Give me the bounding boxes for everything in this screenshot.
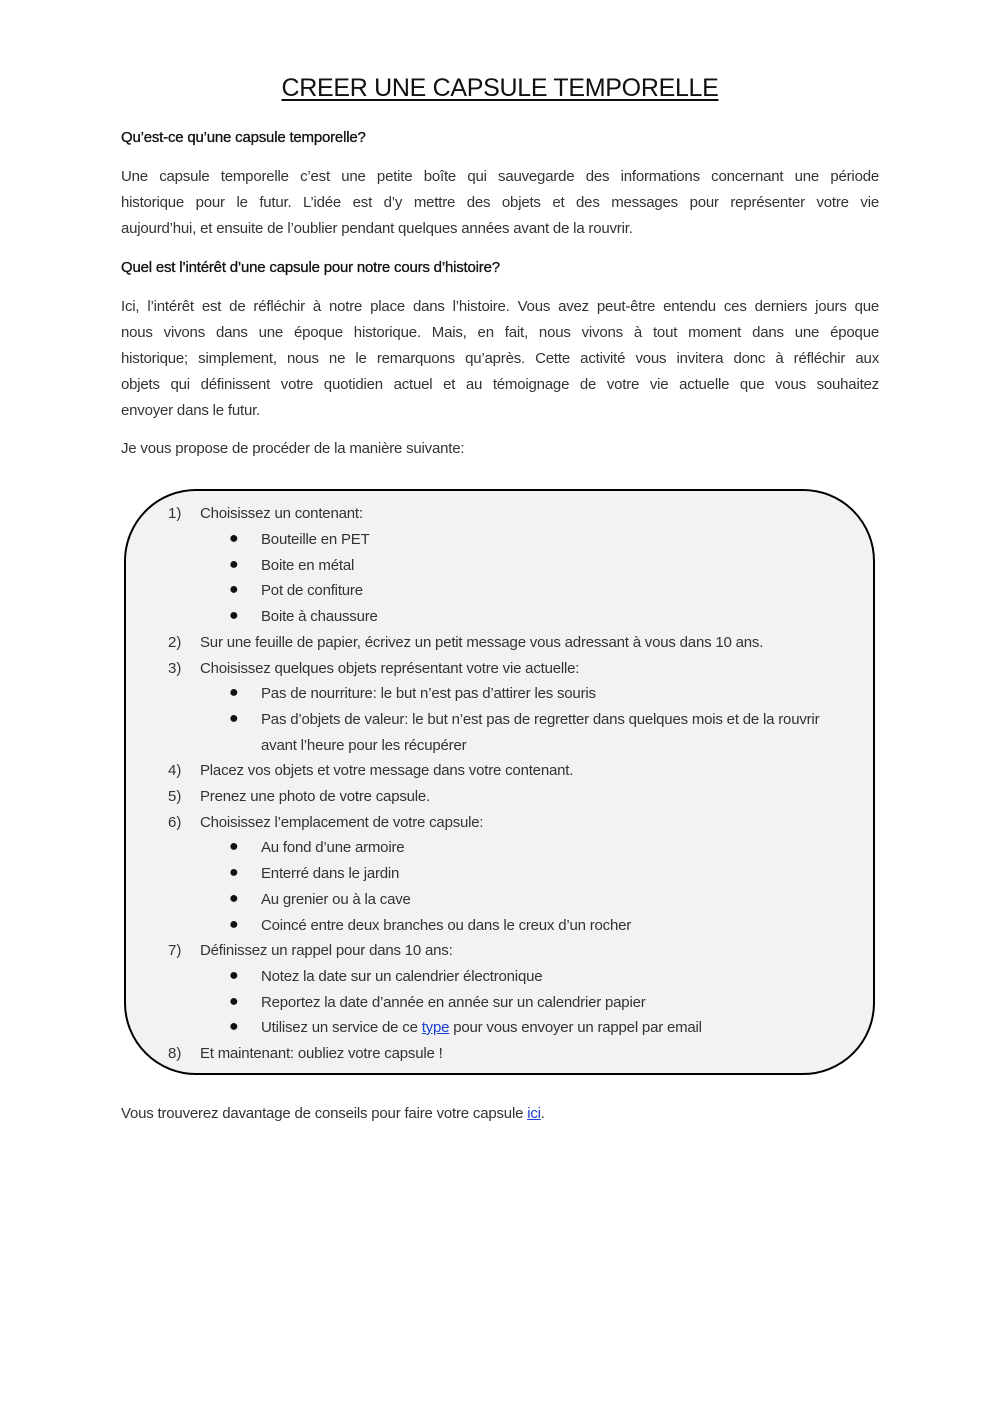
bullet-icon: ● [229, 684, 239, 701]
paragraph-line: nous vivons dans une époque historique. Mais, en fait, nous vivons à tout moment dans une époque [121, 324, 879, 341]
step-bullet: Bouteille en PET [261, 531, 370, 548]
bullet-icon: ● [229, 838, 239, 855]
footer-advice [121, 1105, 545, 1122]
step-bullet: Coincé entre deux branches ou dans le creux d’un rocher [261, 917, 632, 934]
bullet-icon: ● [229, 581, 239, 598]
step-number: 3) [168, 660, 182, 677]
footer-period: . [540, 1105, 545, 1122]
step-bullet: Au grenier ou à la cave [261, 891, 411, 908]
step-text: Et maintenant: oubliez votre capsule ! [200, 1045, 443, 1062]
paragraph-interest [121, 294, 879, 424]
bullet-icon: ● [229, 1018, 239, 1035]
footer-text: Vous trouverez davantage de conseils pour faire votre capsule [121, 1105, 528, 1122]
step-text: Définissez un rappel pour dans 10 ans: [200, 942, 453, 959]
step-bullet: Reportez la date d’année en année sur un calendrier papier [261, 994, 646, 1011]
step-text: Choisissez un contenant: [200, 505, 363, 522]
bullet-icon: ● [229, 556, 239, 573]
bullet-icon: ● [229, 607, 239, 624]
bullet-icon: ● [229, 530, 239, 547]
page-title: CREER UNE CAPSULE TEMPORELLE [281, 74, 719, 102]
link-line-before: Utilisez un service de ce [261, 1019, 422, 1036]
bullet-icon: ● [229, 890, 239, 907]
paragraph-line: Ici, l’intérêt est de réfléchir à notre place dans l’histoire. Vous avez peut-être entendu ces derniers jours que [121, 298, 879, 315]
step-number: 1) [168, 505, 182, 522]
step-bullet: Enterré dans le jardin [261, 865, 400, 882]
step-bullet: Pas de nourriture: le but n’est pas d’attirer les souris [261, 685, 596, 702]
link-line-after: pour vous envoyer un rappel par email [449, 1019, 702, 1036]
step-number: 8) [168, 1045, 182, 1062]
paragraph-line: historique pour le futur. L’idée est d’y mettre des objets et des messages pour représenter votre vie [121, 194, 879, 211]
paragraph-line: envoyer dans le futur. [121, 402, 261, 419]
step-bullet-with-link [261, 1019, 702, 1036]
step-number: 5) [168, 788, 182, 805]
step-bullet: Au fond d’une armoire [261, 839, 405, 856]
bullet-icon: ● [229, 993, 239, 1010]
step-text: Placez vos objets et votre message dans votre contenant. [200, 762, 574, 779]
step-text: Choisissez l’emplacement de votre capsule: [200, 814, 484, 831]
paragraph-line: Une capsule temporelle c’est une petite boîte qui sauvegarde des informations concernant une période [121, 168, 879, 185]
step-number: 6) [168, 814, 182, 831]
bullet-icon: ● [229, 864, 239, 881]
ici-link[interactable]: ici [527, 1105, 541, 1122]
bullet-icon: ● [229, 710, 239, 727]
step-number: 7) [168, 942, 182, 959]
bullet-icon: ● [229, 916, 239, 933]
step-bullet: Pot de confiture [261, 582, 363, 599]
procedure-intro: Je vous propose de procéder de la manière suivante: [121, 440, 465, 457]
step-number: 2) [168, 634, 182, 651]
steps-box [124, 489, 875, 1075]
paragraph-line: objets qui définissent votre quotidien actuel et au témoignage de votre vie actuelle que vous souhaitez [121, 376, 879, 393]
step-bullet-continuation: avant l’heure pour les récupérer [261, 737, 467, 754]
step-bullet: Pas d’objets de valeur: le but n’est pas de regretter dans quelques mois et de la rouvrir [261, 711, 820, 728]
step-bullet: Boite en métal [261, 557, 355, 574]
step-number: 4) [168, 762, 182, 779]
paragraph-line: aujourd’hui, et ensuite de l’oublier pendant quelques années avant de la rouvrir. [121, 220, 633, 237]
step-bullet: Notez la date sur un calendrier électronique [261, 968, 543, 985]
bullet-icon: ● [229, 967, 239, 984]
step-text: Prenez une photo de votre capsule. [200, 788, 431, 805]
type-link[interactable]: type [421, 1019, 450, 1036]
step-bullet: Boite à chaussure [261, 608, 378, 625]
paragraph-definition [121, 164, 879, 242]
section-heading-interest: Quel est l’intérêt d’une capsule pour notre cours d’histoire? [121, 259, 500, 276]
step-text: Sur une feuille de papier, écrivez un petit message vous adressant à vous dans 10 ans. [200, 634, 764, 651]
step-text: Choisissez quelques objets représentant votre vie actuelle: [200, 660, 580, 677]
paragraph-line: historique; simplement, nous ne le remarquons qu’après. Cette activité vous invitera donc à réfléchir aux [121, 350, 879, 367]
section-heading-what: Qu’est-ce qu’une capsule temporelle? [121, 129, 366, 146]
